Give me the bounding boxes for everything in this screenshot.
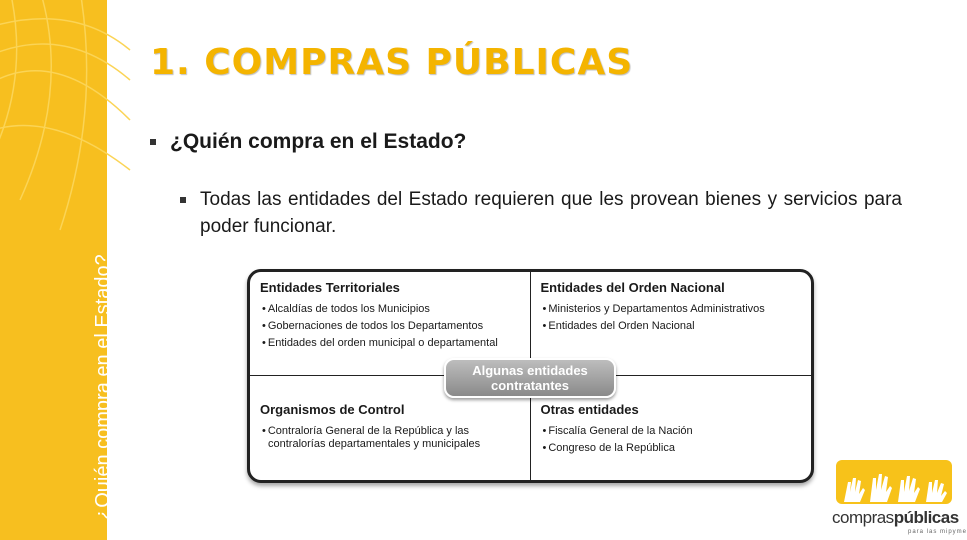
bullet-sub-text: Todas las entidades del Estado requieren que les provean bienes y servicios para poder funcionar. bbox=[200, 189, 902, 237]
list-item: • Entidades del orden municipal o departamental bbox=[260, 337, 520, 350]
hands-logo-icon bbox=[830, 456, 955, 508]
bullet-sub bbox=[180, 186, 902, 240]
list-item: • Contraloría General de la República y las contralorías departamentales y municipales bbox=[260, 425, 520, 451]
side-band-pattern bbox=[0, 0, 107, 540]
bullet-square-icon bbox=[180, 197, 186, 203]
quadrant-title: Entidades del Orden Nacional bbox=[540, 280, 725, 295]
list-item: • Alcaldías de todos los Municipios bbox=[260, 303, 520, 316]
list-item: • Ministerios y Departamentos Administrativos bbox=[541, 303, 802, 316]
compras-publicas-logo bbox=[830, 456, 967, 540]
quadrant-title: Organismos de Control bbox=[260, 402, 405, 417]
bullet-main-text: ¿Quién compra en el Estado? bbox=[170, 130, 467, 153]
list-item: • Congreso de la República bbox=[541, 442, 802, 455]
bullet-main bbox=[150, 130, 466, 154]
logo-word-regular: compras bbox=[832, 508, 894, 527]
list-item: • Gobernaciones de todos los Departamentos bbox=[260, 320, 520, 333]
side-band bbox=[0, 0, 114, 540]
slide-title: 1. COMPRAS PÚBLICAS bbox=[150, 42, 634, 83]
bullet-square-icon bbox=[150, 139, 156, 145]
list-item: • Fiscalía General de la Nación bbox=[541, 425, 802, 438]
logo-word-bold: públicas bbox=[893, 508, 959, 527]
logo-wordmark bbox=[832, 508, 959, 528]
logo-tagline: para las mipyme bbox=[908, 529, 967, 535]
list-item: • Entidades del Orden Nacional bbox=[541, 320, 802, 333]
side-caption: ¿Quién compra en el Estado? bbox=[92, 254, 114, 520]
center-badge: Algunas entidades contratantes bbox=[444, 358, 616, 398]
quadrant-title: Entidades Territoriales bbox=[260, 280, 400, 295]
quadrant-title: Otras entidades bbox=[540, 402, 639, 417]
